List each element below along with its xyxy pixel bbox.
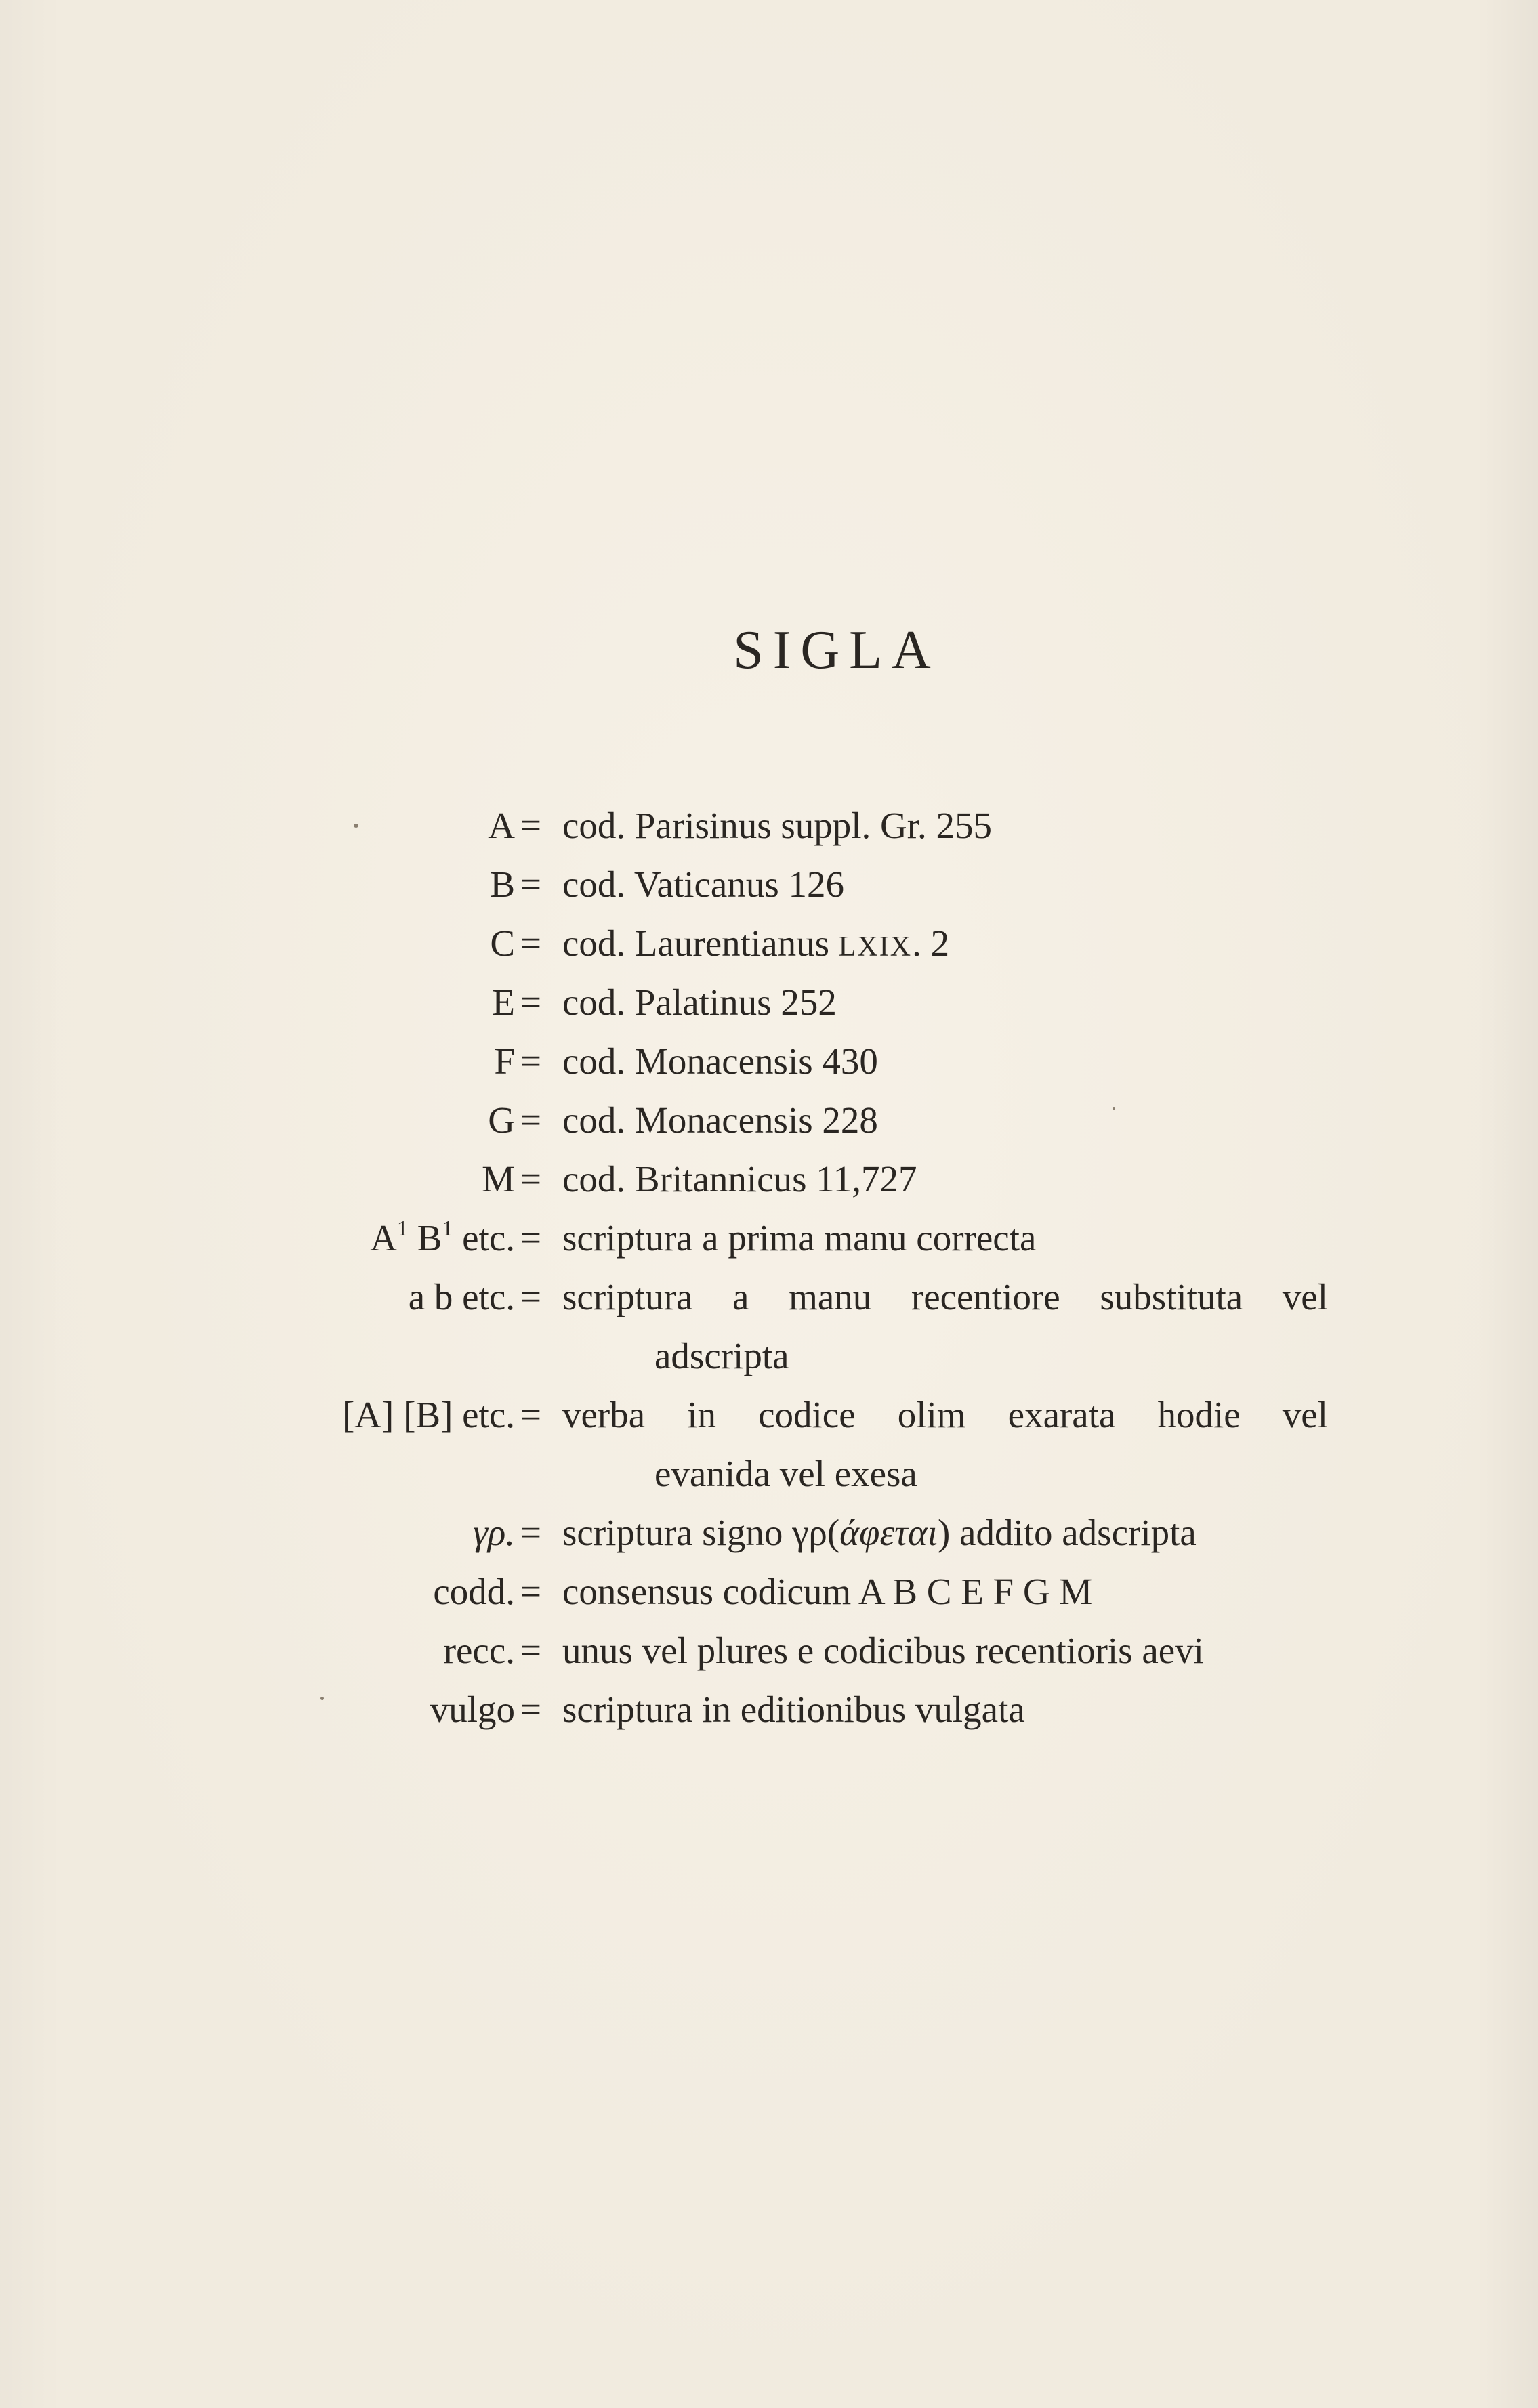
siglum: vulgo xyxy=(430,1689,515,1730)
siglum: recc. xyxy=(443,1630,515,1671)
equals-sign: = xyxy=(520,864,542,905)
siglum-description: cod. Monacensis 430 xyxy=(562,1040,878,1082)
siglum-description: cod. Monacensis 228 xyxy=(562,1099,878,1141)
siglum-description: cod. Parisinus suppl. Gr. 255 xyxy=(562,805,993,846)
sigla-entry xyxy=(0,1267,1538,1385)
equals-sign: = xyxy=(520,981,542,1023)
siglum-description: scriptura a manu recentiore substituta vel adscripta xyxy=(562,1276,1328,1376)
equals-sign: = xyxy=(520,805,542,846)
siglum: G xyxy=(488,1099,515,1141)
equals-sign: = xyxy=(520,1099,542,1141)
equals-sign: = xyxy=(520,923,542,964)
siglum-description: consensus codicum A B C E F G M xyxy=(562,1571,1093,1612)
sigla-entry xyxy=(0,1149,1538,1208)
equals-sign: = xyxy=(520,1158,542,1200)
equals-sign: = xyxy=(520,1571,542,1612)
siglum-description: scriptura signo γρ(άφεται) addito adscripta xyxy=(562,1512,1197,1553)
sigla-entry xyxy=(0,914,1538,973)
sigla-entry xyxy=(0,1503,1538,1562)
sigla-entry xyxy=(0,855,1538,914)
sigla-entry xyxy=(0,1562,1538,1621)
sigla-entry xyxy=(0,1032,1538,1091)
siglum: C xyxy=(490,923,515,964)
siglum: [A] [B] etc. xyxy=(341,1394,515,1435)
sigla-entry xyxy=(0,1621,1538,1680)
siglum: E xyxy=(492,981,515,1023)
equals-sign: = xyxy=(520,1394,542,1435)
sigla-entry xyxy=(0,1385,1538,1503)
sigla-entry xyxy=(0,796,1538,855)
siglum: F xyxy=(494,1040,515,1082)
equals-sign: = xyxy=(520,1040,542,1082)
siglum: a b etc. xyxy=(408,1276,515,1317)
siglum: codd. xyxy=(433,1571,515,1612)
siglum-description: cod. Palatinus 252 xyxy=(562,981,837,1023)
equals-sign: = xyxy=(520,1512,542,1553)
siglum-description: cod. Vaticanus 126 xyxy=(562,864,844,905)
equals-sign: = xyxy=(520,1217,542,1259)
siglum-description: scriptura a prima manu correcta xyxy=(562,1217,1037,1259)
siglum-description: unus vel plures e codicibus recentioris aevi xyxy=(562,1630,1204,1671)
siglum: B xyxy=(490,864,515,905)
equals-sign: = xyxy=(520,1630,542,1671)
siglum: γρ. xyxy=(473,1512,515,1553)
page-title: SIGLA xyxy=(733,620,940,680)
siglum-description: cod. Laurentianus LXIX. 2 xyxy=(562,923,950,964)
sigla-entry xyxy=(0,1091,1538,1149)
siglum-description: scriptura in editionibus vulgata xyxy=(562,1689,1025,1730)
siglum: $A^1$ $B^1$ etc. xyxy=(370,1216,515,1259)
sigla-entry xyxy=(0,1680,1538,1739)
siglum-description: cod. Britannicus 11,727 xyxy=(562,1158,917,1200)
sigla-entry xyxy=(0,973,1538,1032)
equals-sign: = xyxy=(520,1689,542,1730)
sigla-entry xyxy=(0,1208,1538,1267)
siglum: M xyxy=(482,1158,515,1200)
siglum-description: verba in codice olim exarata hodie vel evanida vel exesa xyxy=(562,1394,1328,1494)
sigla-list xyxy=(0,796,1538,1739)
equals-sign: = xyxy=(520,1276,542,1317)
siglum: A xyxy=(488,805,515,846)
